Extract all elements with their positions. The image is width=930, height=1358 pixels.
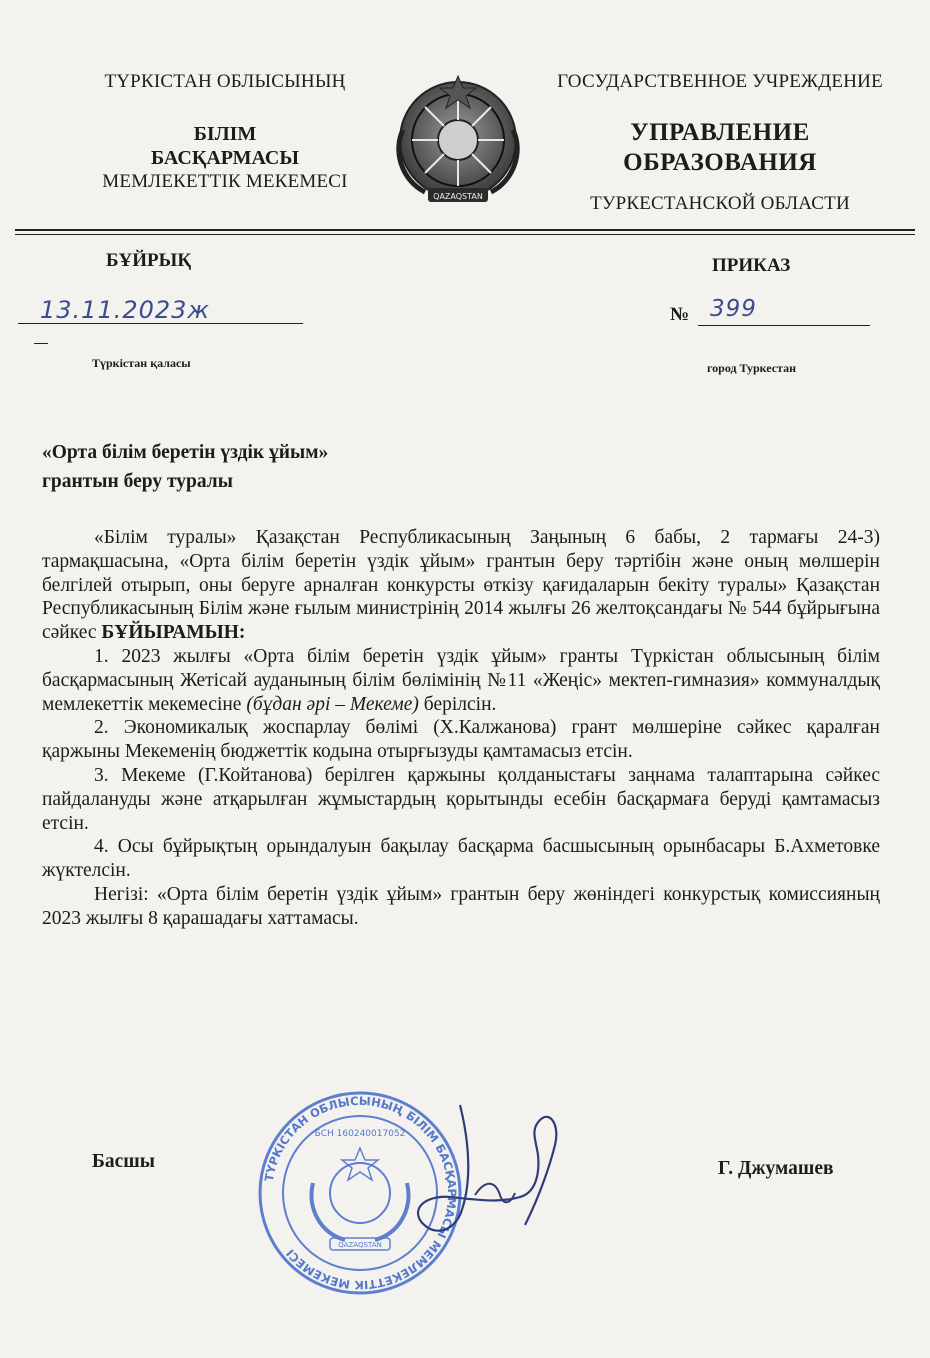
- doc-body: [42, 526, 880, 931]
- header-kz-line4: МЕМЛЕКЕТТІК МЕКЕМЕСІ: [102, 171, 348, 192]
- body-item-1-end: берілсін.: [423, 693, 497, 715]
- doc-title: [42, 438, 328, 496]
- stamp-emblem-caption: QAZAQSTAN: [338, 1241, 382, 1249]
- date-underline: [18, 323, 303, 324]
- body-item-3: 3. Мекеме (Г.Койтанова) берілген қаржыны қолданыстағы заңнама талаптарына сәйкес пайдалануды және атқарылған жұмыстардың қорытынды есебін басқармаға беруді қамтамасыз етсін.: [42, 764, 880, 834]
- body-item-2: 2. Экономикалық жоспарлау бөлімі (Х.Калжанова) грант мөлшеріне сәйкес қаралған қаржыны Мекеменің бюджеттік кодына отырғызуды қамтамасыз етсін.: [42, 717, 880, 763]
- body-item-1-italic: (бұдан әрі – Мекеме): [246, 693, 419, 715]
- stamp-bsn: БСН 160240017052: [314, 1129, 406, 1139]
- doc-type-ru: ПРИКАЗ: [712, 255, 791, 276]
- body-item-1-text: 1. 2023 жылғы «Орта білім беретін үздік ұйым» гранты Түркістан облысының білім басқармасының Жетісай ауданының білім бөлімінің №11 «Жеңіс» мектеп-гимназия» коммуналдық мемлекеттік мекемесіне: [42, 645, 880, 715]
- doc-date: 13.11.2023ж: [40, 296, 211, 324]
- emblem-caption: QAZAQSTAN: [433, 192, 483, 201]
- header-ru-block: [535, 70, 905, 216]
- body-basis: Негізі: «Орта білім беретін үздік ұйым» грантын беру жөніндегі конкурстық комиссияның 2023 жылғы 8 қарашадағы хаттамасы.: [42, 883, 880, 929]
- doc-number-label: №: [670, 304, 690, 325]
- header-divider: [15, 229, 915, 231]
- body-intro: [42, 526, 880, 645]
- number-underline: [698, 325, 870, 326]
- doc-number: 399: [710, 296, 757, 322]
- city-kz: Түркістан қаласы: [92, 356, 191, 370]
- doc-title-line2: грантын беру туралы: [42, 471, 233, 492]
- doc-title-line1: «Орта білім беретін үздік ұйым»: [42, 442, 329, 463]
- header-kz-block: [60, 70, 390, 194]
- doc-type-kz: БҰЙРЫҚ: [106, 250, 192, 271]
- city-ru: город Туркестан: [707, 361, 796, 375]
- stamp-outer-text: ТҮРКІСТАН ОБЛЫСЫНЫҢ БІЛІМ БАСҚАРМАСЫ МЕМЛЕКЕТТІК МЕКЕМЕСІ: [261, 1093, 460, 1293]
- signer-position: Басшы: [92, 1151, 155, 1172]
- header-kz-line1: ТҮРКІСТАН ОБЛЫСЫНЫҢ: [104, 71, 346, 92]
- header-kz-line2: БІЛІМ: [193, 123, 257, 145]
- header-ru-line4: ТУРКЕСТАНСКОЙ ОБЛАСТИ: [590, 193, 850, 214]
- header-divider-thin: [15, 234, 915, 235]
- dash-mark: [34, 343, 48, 344]
- header-ru-line2: УПРАВЛЕНИЕ: [630, 119, 810, 146]
- body-item-4: 4. Осы бұйрықтың орындалуын бақылау басқарма басшысының орынбасары Б.Ахметовке жүктелсін.: [42, 836, 880, 882]
- header-kz-line3: БАСҚАРМАСЫ: [150, 147, 300, 169]
- body-item-1: [42, 645, 880, 716]
- body-intro-text: «Білім туралы» Қазақстан Республикасының Заңының 6 бабы, 2 тармағы 24-3) тармақшасына, «Орта білім беретін үздік ұйым» грантын беру тәртібін және оның мөлшерін белгілей отырып, оны беруге арналған конкурсты өткізу қағидаларын бекіту туралы» Қазақстан Республикасының Білім және ғылым министрінің 2014 жылғы 26 желтоқсандағы № 544 бұйрығына сәйкес: [42, 527, 880, 644]
- order-word: БҰЙЫРАМЫН:: [101, 622, 246, 644]
- signer-name: Г. Джумашев: [718, 1158, 834, 1179]
- state-emblem-icon: [383, 70, 533, 220]
- handwritten-signature-icon: [390, 1085, 590, 1245]
- header-ru-line1: ГОСУДАРСТВЕННОЕ УЧРЕЖДЕНИЕ: [557, 71, 883, 92]
- header-ru-line3: ОБРАЗОВАНИЯ: [623, 149, 817, 176]
